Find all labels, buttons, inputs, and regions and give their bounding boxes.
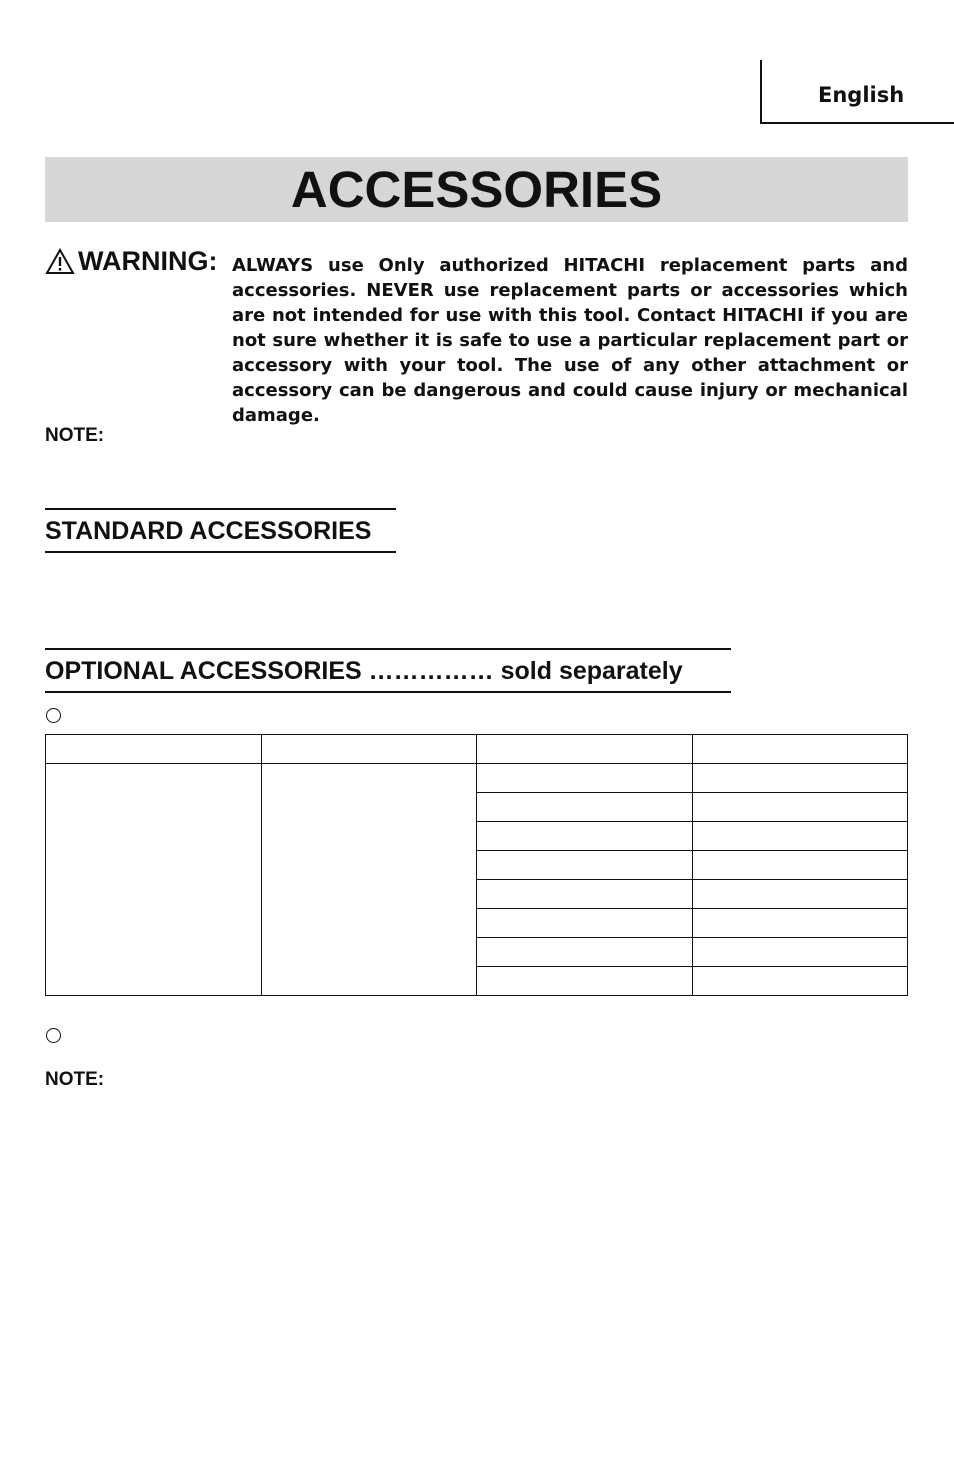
page-title: ACCESSORIES — [290, 161, 663, 218]
accessories-table — [45, 734, 908, 996]
standard-accessories-heading — [45, 508, 396, 553]
note-label: NOTE: — [45, 425, 105, 446]
standard-accessories-title: STANDARD ACCESSORIES — [45, 517, 372, 545]
table-cell — [46, 735, 262, 764]
table-cell — [477, 735, 693, 764]
table-cell — [477, 764, 693, 793]
language-tab — [760, 60, 954, 124]
note-label: NOTE: — [45, 1069, 105, 1090]
table-cell — [477, 822, 693, 851]
table-cell — [46, 764, 262, 996]
table-header-row — [46, 735, 908, 764]
optional-accessories-heading — [45, 648, 731, 693]
table-cell — [692, 735, 908, 764]
table-cell — [477, 967, 693, 996]
table-cell — [692, 967, 908, 996]
table-cell — [477, 909, 693, 938]
table-cell — [692, 793, 908, 822]
table-cell — [692, 822, 908, 851]
table-cell — [477, 938, 693, 967]
warning-label: WARNING: — [78, 246, 218, 276]
language-label: English — [818, 83, 905, 107]
table-cell — [477, 851, 693, 880]
table-cell — [692, 909, 908, 938]
warning-triangle-icon — [45, 248, 75, 275]
table-cell — [261, 764, 477, 996]
table-cell — [692, 938, 908, 967]
table-cell — [692, 880, 908, 909]
optional-accessories-title: OPTIONAL ACCESSORIES …………… sold separately — [45, 657, 683, 685]
circle-bullet-icon — [46, 708, 61, 723]
circle-bullet-icon — [46, 1028, 61, 1043]
table-row — [46, 764, 908, 793]
title-bar — [45, 157, 908, 222]
table-cell — [261, 735, 477, 764]
warning-label-group — [45, 246, 217, 277]
table-cell — [477, 793, 693, 822]
table-cell — [477, 880, 693, 909]
table-cell — [692, 851, 908, 880]
warning-text: ALWAYS use Only authorized HITACHI replacement parts and accessories. NEVER use replacement parts or accessories which are not intended for use with this tool. Contact HITACHI if you are not sure whether it is safe to use a particular replacement part or accessory with your tool. The use of any other attachment or accessory can be dangerous and could cause injury or mechanical damage. — [232, 255, 908, 426]
table-cell — [692, 764, 908, 793]
